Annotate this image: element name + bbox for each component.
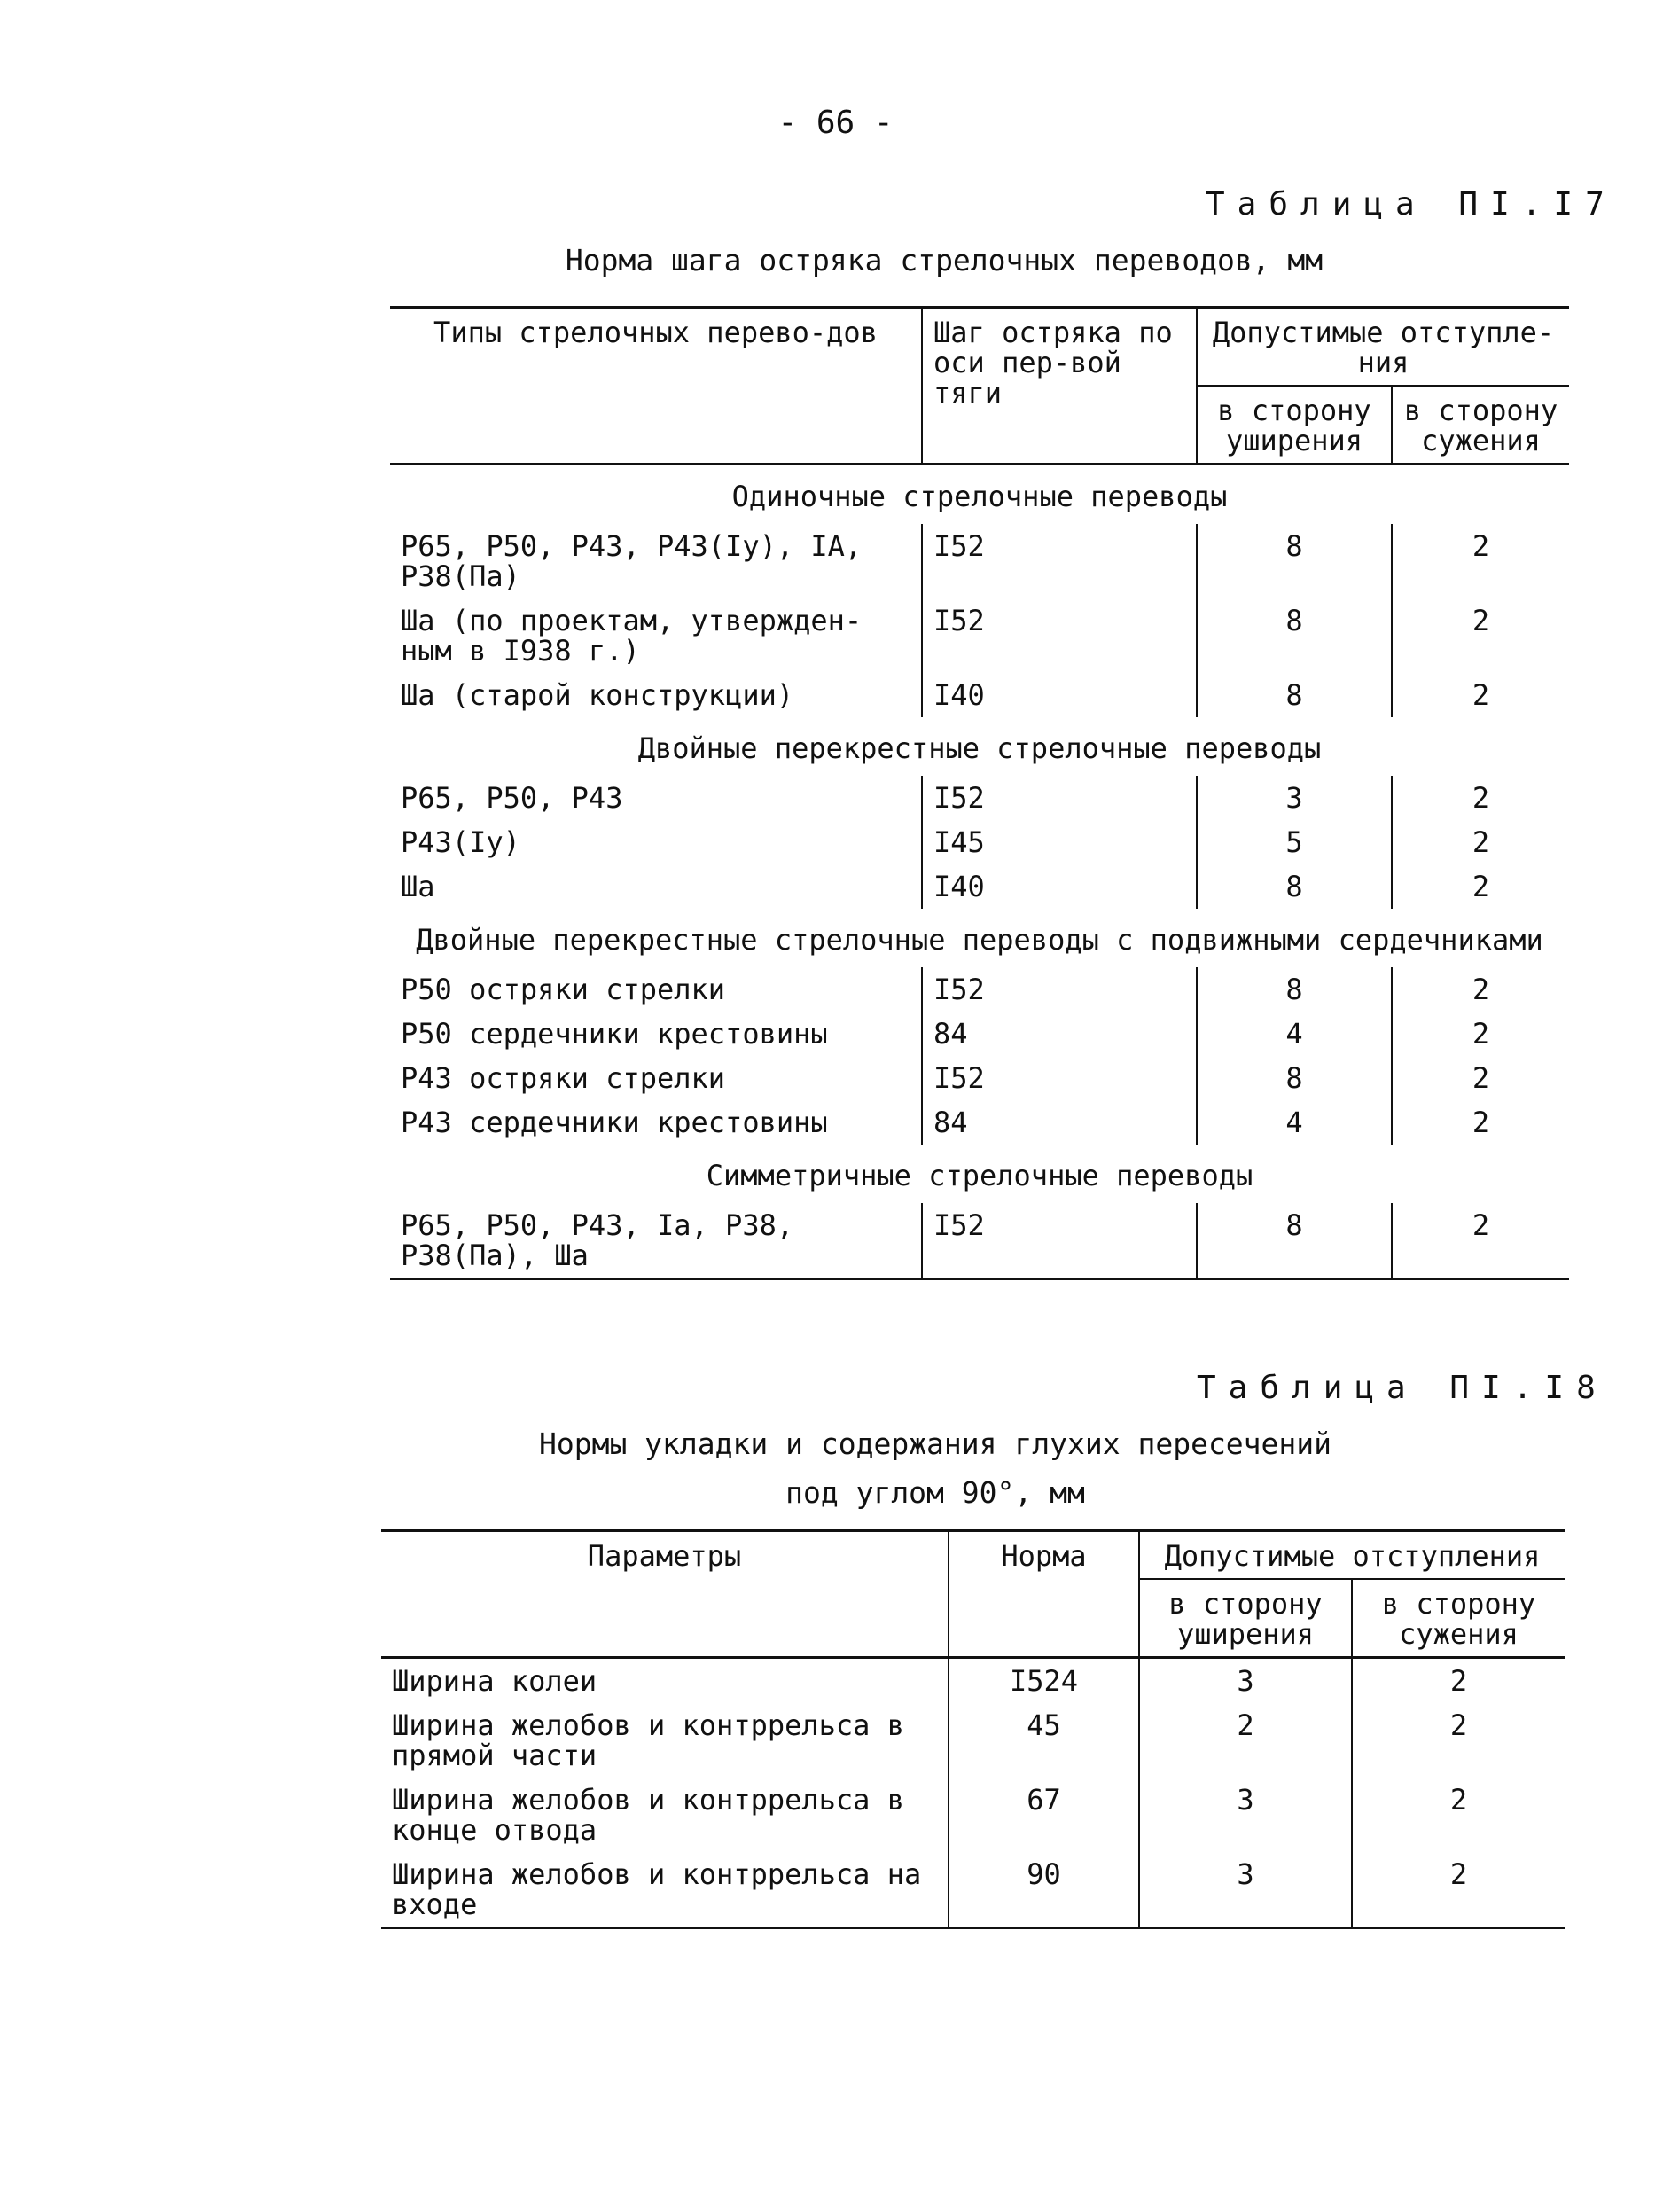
- widening-cell: 3: [1139, 1658, 1352, 1704]
- switch-type-cell: Р43 остряки стрелки: [401, 1061, 726, 1095]
- header-norm: Норма: [949, 1531, 1139, 1658]
- table-row: [390, 1012, 1569, 1056]
- norm-cell: 90: [949, 1852, 1139, 1928]
- header-switch-type: Типы стрелочных перево-дов: [433, 316, 878, 349]
- table-row: [390, 820, 1569, 864]
- point-step-cell: I40: [922, 864, 1197, 909]
- widening-cell: 8: [1197, 864, 1392, 909]
- switch-type-cell: Ша (по проектам, утвержден-ным в I938 г.): [401, 604, 863, 668]
- switch-type-cell: Ша (старой конструкции): [401, 678, 794, 712]
- widening-cell: 5: [1197, 820, 1392, 864]
- narrowing-cell: 2: [1392, 1203, 1569, 1279]
- section-heading-row: [390, 465, 1569, 525]
- narrowing-cell: 2: [1392, 1056, 1569, 1100]
- header-narrowing: в сторону сужения: [1392, 386, 1569, 465]
- widening-cell: 3: [1197, 776, 1392, 820]
- header-parameters: Параметры: [587, 1539, 742, 1573]
- table-2-label: Таблица ПI.I8: [1197, 1370, 1608, 1406]
- point-step-cell: I52: [922, 1056, 1197, 1100]
- point-step-cell: I52: [922, 598, 1197, 673]
- parameter-cell: Ширина колеи: [392, 1664, 597, 1698]
- table-1-label: Таблица ПI.I7: [1206, 186, 1617, 223]
- section-heading-row: [390, 717, 1569, 776]
- section-title: Двойные перекрестные стрелочные переводы с подвижными сердечниками: [416, 923, 1543, 957]
- switch-type-cell: Ша: [401, 870, 435, 903]
- widening-cell: 3: [1139, 1852, 1352, 1928]
- point-step-cell: I52: [922, 524, 1197, 598]
- page-number: - 66 -: [777, 105, 894, 141]
- switch-type-cell: Р65, Р50, Р43, Iа, Р38, Р38(Па), Ша: [401, 1208, 794, 1272]
- point-step-cell: I52: [922, 1203, 1197, 1279]
- header-widening: в сторону уширения: [1139, 1579, 1352, 1658]
- narrowing-cell: 2: [1352, 1703, 1565, 1778]
- widening-cell: 2: [1139, 1703, 1352, 1778]
- header-narrowing: в сторону сужения: [1352, 1579, 1565, 1658]
- narrowing-cell: 2: [1352, 1852, 1565, 1928]
- switch-type-cell: Р65, Р50, Р43, Р43(Iу), IA, Р38(Па): [401, 529, 863, 593]
- point-step-cell: 84: [922, 1012, 1197, 1056]
- parameter-cell: Ширина желобов и контррельса на входе: [392, 1857, 922, 1921]
- parameter-cell: Ширина желобов и контррельса в конце отвода: [392, 1783, 904, 1847]
- widening-cell: 8: [1197, 967, 1392, 1012]
- table-row: [381, 1852, 1565, 1928]
- header-tolerances: Допустимые отступле-ния: [1197, 308, 1569, 387]
- table-1-body: [390, 465, 1569, 1279]
- table-row: [381, 1703, 1565, 1778]
- table-1-title: Норма шага остряка стрелочных переводов, мм: [565, 243, 1324, 277]
- narrowing-cell: 2: [1392, 864, 1569, 909]
- table-row: [390, 1203, 1569, 1279]
- widening-cell: 3: [1139, 1778, 1352, 1852]
- table-1: [390, 306, 1569, 1280]
- table-row: [390, 1100, 1569, 1145]
- header-point-step: Шаг остряка по оси пер-вой тяги: [922, 308, 1197, 465]
- widening-cell: 8: [1197, 524, 1392, 598]
- narrowing-cell: 2: [1392, 673, 1569, 717]
- header-widening: в сторону уширения: [1197, 386, 1392, 465]
- table-row: [390, 1056, 1569, 1100]
- table-row: [390, 967, 1569, 1012]
- table-2: [381, 1529, 1565, 1929]
- table-row: [390, 524, 1569, 598]
- table-2-title-line-1: Нормы укладки и содержания глухих пересечений: [538, 1426, 1332, 1461]
- section-title: Одиночные стрелочные переводы: [731, 480, 1228, 513]
- table-row: [390, 864, 1569, 909]
- switch-type-cell: Р43 сердечники крестовины: [401, 1106, 828, 1139]
- narrowing-cell: 2: [1392, 1012, 1569, 1056]
- table-row: [390, 673, 1569, 717]
- table-row: [381, 1658, 1565, 1704]
- widening-cell: 4: [1197, 1012, 1392, 1056]
- narrowing-cell: 2: [1352, 1778, 1565, 1852]
- point-step-cell: I52: [922, 967, 1197, 1012]
- table-row: [381, 1778, 1565, 1852]
- point-step-cell: I40: [922, 673, 1197, 717]
- narrowing-cell: 2: [1352, 1658, 1565, 1704]
- table-row: [390, 776, 1569, 820]
- section-heading-row: [390, 1145, 1569, 1203]
- switch-type-cell: Р65, Р50, Р43: [401, 781, 623, 815]
- narrowing-cell: 2: [1392, 1100, 1569, 1145]
- point-step-cell: I52: [922, 776, 1197, 820]
- point-step-cell: 84: [922, 1100, 1197, 1145]
- norm-cell: 45: [949, 1703, 1139, 1778]
- widening-cell: 8: [1197, 1056, 1392, 1100]
- section-title: Двойные перекрестные стрелочные переводы: [637, 731, 1322, 765]
- table-2-body: [381, 1658, 1565, 1928]
- switch-type-cell: Р50 сердечники крестовины: [401, 1017, 828, 1051]
- header-tolerances: Допустимые отступления: [1139, 1531, 1565, 1580]
- table-2-title-line-2: под углом 90°, мм: [785, 1475, 1085, 1510]
- widening-cell: 8: [1197, 1203, 1392, 1279]
- widening-cell: 8: [1197, 673, 1392, 717]
- narrowing-cell: 2: [1392, 776, 1569, 820]
- narrowing-cell: 2: [1392, 967, 1569, 1012]
- section-heading-row: [390, 909, 1569, 967]
- norm-cell: I524: [949, 1658, 1139, 1704]
- section-title: Симметричные стрелочные переводы: [706, 1159, 1253, 1192]
- switch-type-cell: Р43(Iу): [401, 825, 520, 859]
- narrowing-cell: 2: [1392, 820, 1569, 864]
- point-step-cell: I45: [922, 820, 1197, 864]
- table-row: [390, 598, 1569, 673]
- widening-cell: 8: [1197, 598, 1392, 673]
- norm-cell: 67: [949, 1778, 1139, 1852]
- narrowing-cell: 2: [1392, 598, 1569, 673]
- narrowing-cell: 2: [1392, 524, 1569, 598]
- widening-cell: 4: [1197, 1100, 1392, 1145]
- switch-type-cell: Р50 остряки стрелки: [401, 973, 726, 1006]
- parameter-cell: Ширина желобов и контррельса в прямой части: [392, 1708, 904, 1772]
